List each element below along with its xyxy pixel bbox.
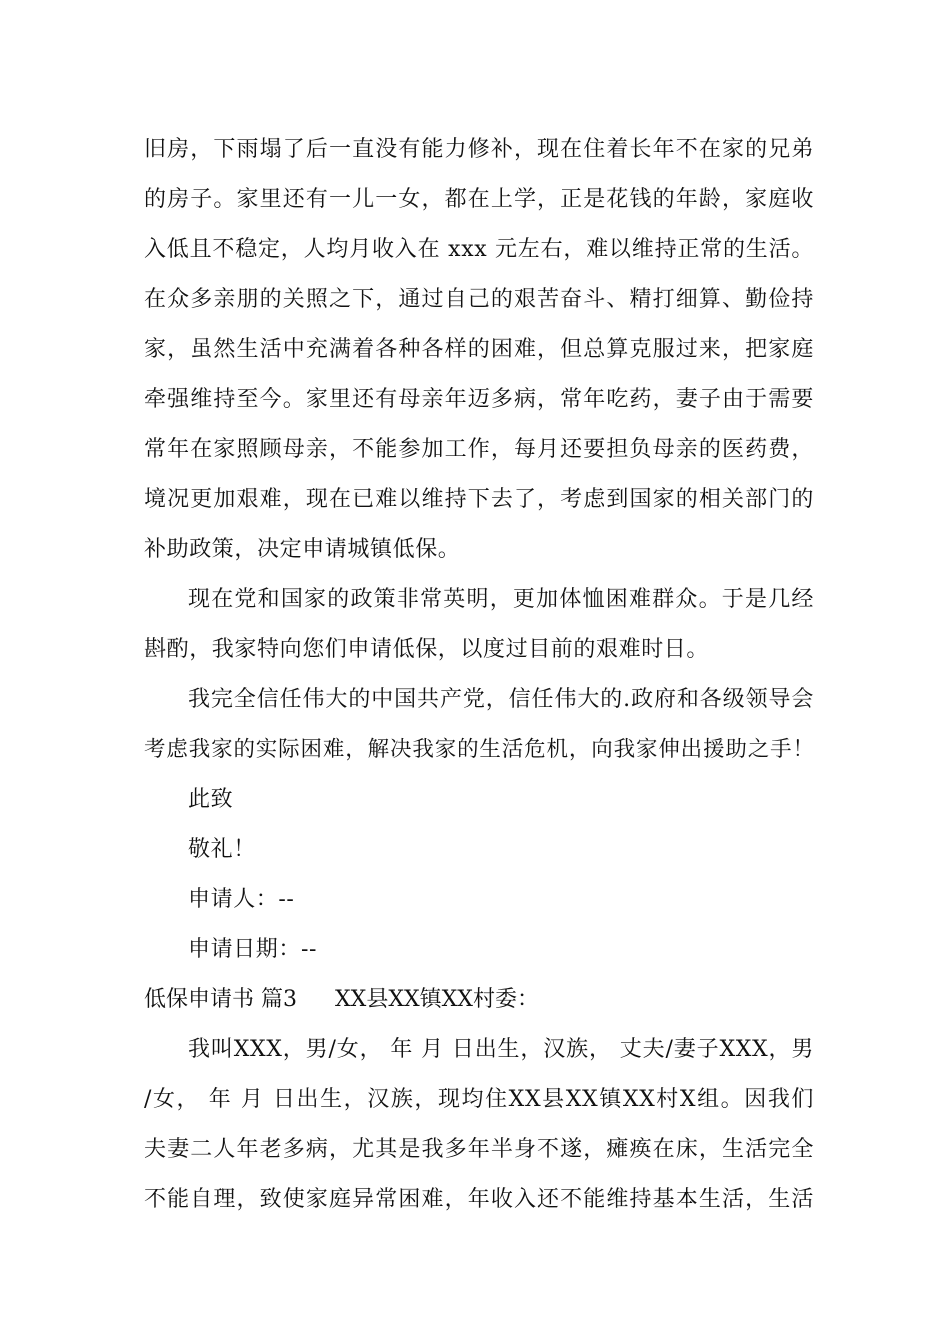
paragraph-line: 家，虽然生活中充满着各种各样的困难，但总算克服过来，把家庭 (144, 337, 814, 362)
paragraph-line: /女， 年 月 日出生，汉族，现均住XX县XX镇XX村X组。因我们 (144, 1087, 814, 1112)
paragraph-line: 的房子。家里还有一儿一女，都在上学，正是花钱的年龄，家庭收 (144, 187, 814, 212)
paragraph-line: 在众多亲朋的关照之下，通过自己的艰苦奋斗、精打细算、勤俭持 (144, 287, 814, 312)
paragraph-line: 考虑我家的实际困难，解决我家的生活危机，向我家伸出援助之手！ (144, 737, 814, 762)
date-line: 申请日期：-- (188, 937, 318, 962)
paragraph-line: 入低且不稳定，人均月收入在 xxx 元左右，难以维持正常的生活。 (144, 237, 814, 262)
paragraph-line: 境况更加艰难，现在已难以维持下去了，考虑到国家的相关部门的 (144, 487, 814, 512)
salutation-line: 此致 (188, 787, 234, 812)
applicant-line: 申请人：-- (188, 887, 295, 912)
paragraph-line: 补助政策，决定申请城镇低保。 (144, 537, 461, 562)
paragraph-line: 斟酌，我家特向您们申请低保，以度过目前的艰难时日。 (144, 637, 710, 662)
section-heading-row (144, 985, 539, 1015)
section-title: 低保申请书 篇3 (144, 987, 297, 1012)
paragraph-line: 我叫XXX，男/女， 年 月 日出生，汉族， 丈夫/妻子XXX，男 (188, 1037, 814, 1062)
paragraph-line: 我完全信任伟大的中国共产党，信任伟大的.政府和各级领导会 (188, 687, 814, 712)
paragraph-line: 牵强维持至今。家里还有母亲年迈多病，常年吃药，妻子由于需要 (144, 387, 814, 412)
paragraph-line: 不能自理，致使家庭异常困难，年收入还不能维持基本生活，生活 (144, 1187, 814, 1212)
recipient: XX县XX镇XX村委： (335, 987, 539, 1012)
salutation-line: 敬礼！ (188, 837, 256, 862)
paragraph-line: 旧房，下雨塌了后一直没有能力修补，现在住着长年不在家的兄弟 (144, 137, 814, 162)
paragraph-line: 夫妻二人年老多病，尤其是我多年半身不遂，瘫痪在床，生活完全 (144, 1137, 814, 1162)
paragraph-line: 常年在家照顾母亲，不能参加工作，每月还要担负母亲的医药费， (144, 437, 814, 462)
paragraph-line: 现在党和国家的政策非常英明，更加体恤困难群众。于是几经 (188, 587, 814, 612)
